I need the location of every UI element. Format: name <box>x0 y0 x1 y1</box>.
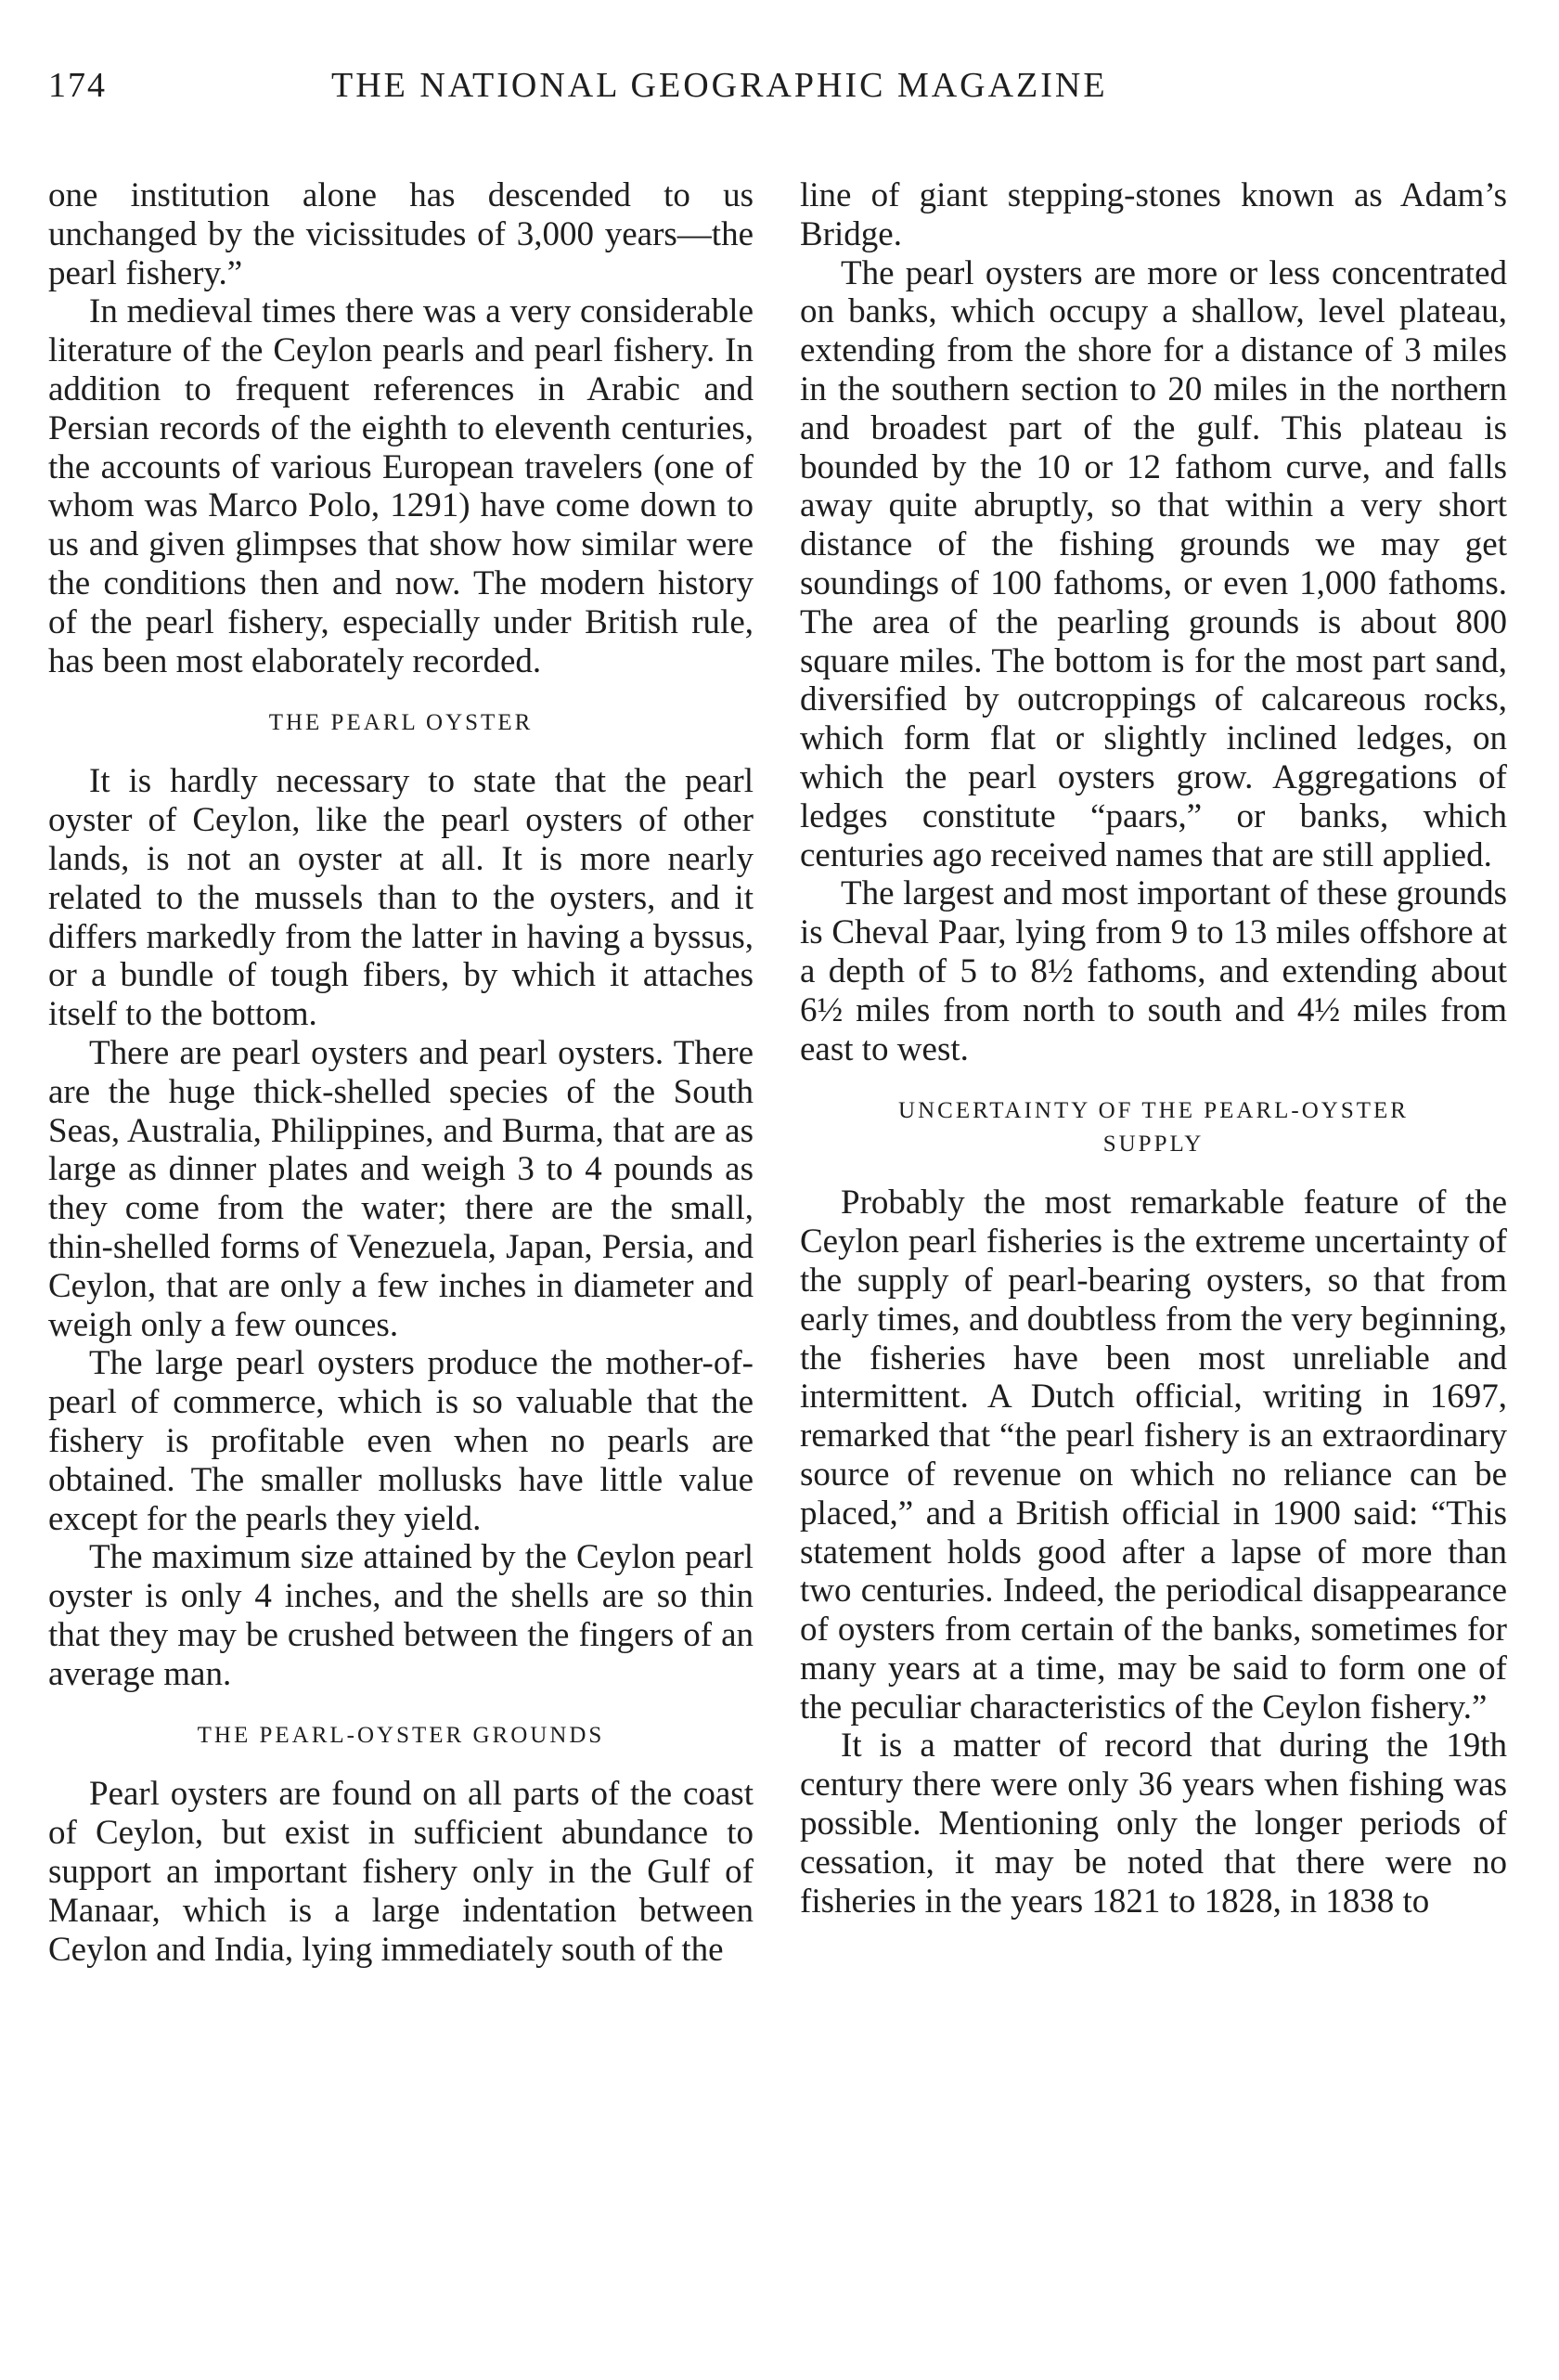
paragraph: one institution alone has descended to us unchanged by the vicissitudes of 3,000 years—the pearl fishery.” <box>48 176 754 292</box>
paragraph: There are pearl oysters and pearl oysters. There are the huge thick-shelled species of the South Seas, Australia, Philippines, and Burma, that are as large as dinner plates and weigh 3 to 4 pounds as they come from the water; there are the small, thin-shelled forms of Venezuela, Japan, Persia, and Ceylon, that are only a few inches in diameter and weigh only a few ounces. <box>48 1033 754 1344</box>
paragraph: The large pearl oysters produce the mother-of-pearl of commerce, which is so valuable that the fishery is profitable even when no pearls are obtained. The smaller mollusks have little value except for the pearls they yield. <box>48 1344 754 1538</box>
paragraph: The largest and most important of these grounds is Cheval Paar, lying from 9 to 13 miles offshore at a depth of 5 to 8½ fathoms, and extending about 6½ miles from north to south and 4½ miles from east to west. <box>800 874 1507 1068</box>
paragraph: The maximum size attained by the Ceylon pearl oyster is only 4 inches, and the shells are so thin that they may be crushed between the fingers of an average man. <box>48 1538 754 1693</box>
right-column <box>800 176 1507 1921</box>
section-heading <box>800 1094 1507 1161</box>
section-heading-line: SUPPLY <box>1102 1132 1205 1158</box>
section-heading: THE PEARL OYSTER <box>268 710 534 736</box>
paragraph: Probably the most remarkable feature of the Ceylon pearl fisheries is the extreme uncertainty of the supply of pearl-bearing oysters, so that from early times, and doubtless from the very beginning, the fisheries have been most unreliable and intermittent. A Dutch official, writing in 1697, remarked that “the pearl fishery is an extraordinary source of revenue on which no reliance can be placed,” and a British official in 1900 said: “This statement holds good after a lapse of more than two centuries. Indeed, the periodical disappearance of oysters from certain of the banks, sometimes for many years at a time, may be said to form one of the peculiar characteristics of the Ceylon fishery.” <box>800 1184 1507 1727</box>
paragraph: Pearl oysters are found on all parts of the coast of Ceylon, but exist in sufficient abundance to support an important fishery only in the Gulf of Manaar, which is a large indentation between Ceylon and India, lying immediately south of the <box>48 1775 754 1969</box>
paragraph: line of giant stepping-stones known as Adam’s Bridge. <box>800 176 1507 253</box>
paragraph: It is a matter of record that during the 19th century there were only 36 years when fishing was possible. Mentioning only the longer periods of cessation, it may be noted that there were no fisheries in the years 1821 to 1828, in 1838 to <box>800 1727 1507 1921</box>
section-heading: THE PEARL-OYSTER GROUNDS <box>197 1723 605 1749</box>
section-heading-line: UNCERTAINTY OF THE PEARL-OYSTER <box>898 1098 1409 1124</box>
left-column <box>48 176 754 1969</box>
page-number: 174 <box>48 66 107 105</box>
magazine-title: THE NATIONAL GEOGRAPHIC MAGAZINE <box>331 66 1108 105</box>
paragraph: It is hardly necessary to state that the pearl oyster of Ceylon, like the pearl oysters of other lands, is not an oyster at all. It is more nearly related to the mussels than to the oysters, and it differs markedly from the latter in having a byssus, or a bundle of tough fibers, by which it attaches itself to the bottom. <box>48 762 754 1034</box>
paragraph: In medieval times there was a very considerable literature of the Ceylon pearls and pearl fishery. In addition to frequent references in Arabic and Persian records of the eighth to eleventh centuries, the accounts of various European travelers (one of whom was Marco Polo, 1291) have come down to us and given glimpses that show how similar were the conditions then and now. The modern history of the pearl fishery, especially under British rule, has been most elaborately recorded. <box>48 292 754 680</box>
paragraph: The pearl oysters are more or less concentrated on banks, which occupy a shallow, level plateau, extending from the shore for a distance of 3 miles in the southern section to 20 miles in the northern and broadest part of the gulf. This plateau is bounded by the 10 or 12 fathom curve, and falls away quite abruptly, so that within a very short distance of the fishing grounds we may get soundings of 100 fathoms, or even 1,000 fathoms. The area of the pearling grounds is about 800 square miles. The bottom is for the most part sand, diversified by outcroppings of calcareous rocks, which form flat or slightly inclined ledges, on which the pearl oysters grow. Aggregations of ledges constitute “paars,” or banks, which centuries ago received names that are still applied. <box>800 253 1507 874</box>
running-head <box>48 65 1511 115</box>
